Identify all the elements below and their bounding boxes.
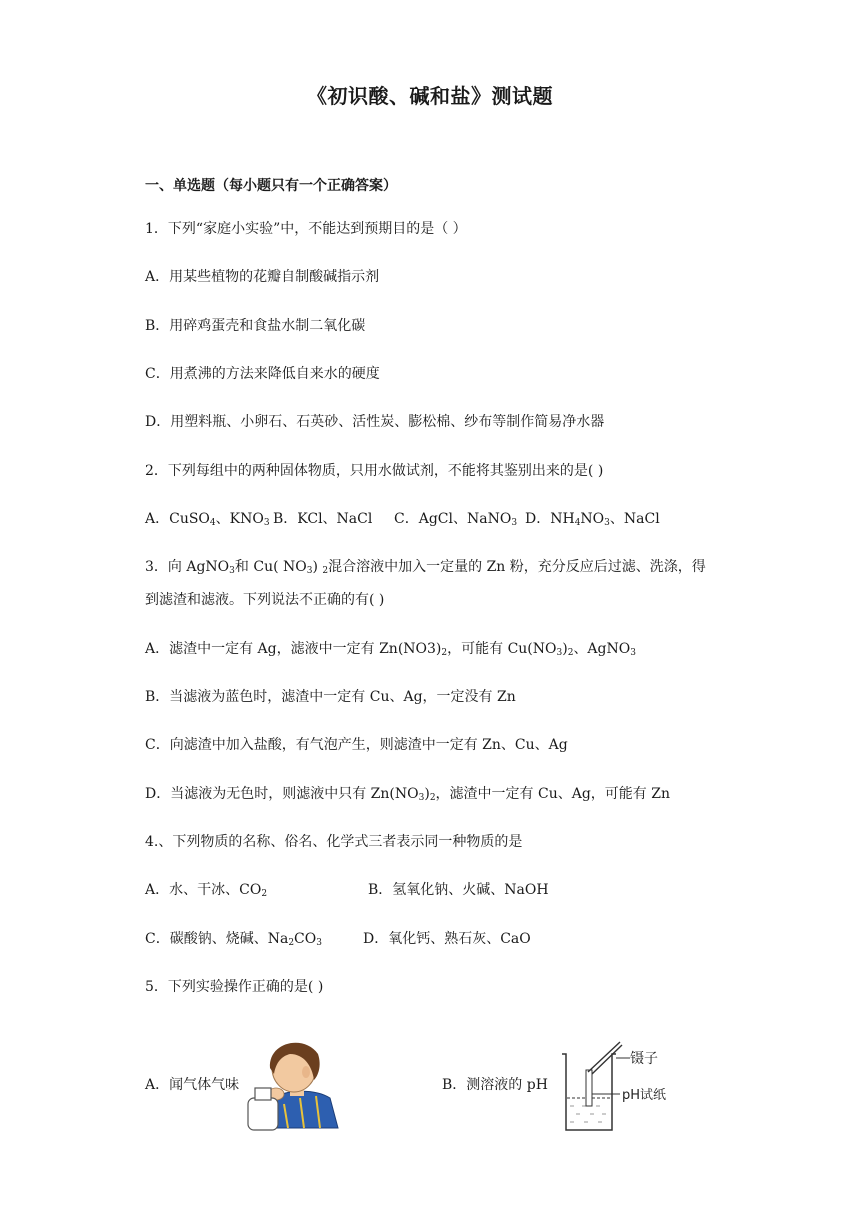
q3-option-b: B．当滤液为蓝色时，滤渣中一定有 Cu、Ag，一定没有 Zn <box>145 689 516 705</box>
q3-stem-line2: 到滤渣和滤液。下列说法不正确的有( ) <box>145 592 385 608</box>
q1-option-d: D．用塑料瓶、小卵石、石英砂、活性炭、膨松棉、纱布等制作简易净水器 <box>145 414 605 430</box>
q3-option-d: D．当滤液为无色时，则滤液中只有 $Zn(NO_3)_2$，滤渣中一定有 Cu、Ag，可能有 Zn <box>145 786 670 803</box>
q5-option-a: A．闻气体气味 <box>145 1077 240 1093</box>
q2-option-c: C．AgCl、NaNO$_3$ <box>394 511 518 528</box>
q1-option-a: A．用某些植物的花瓣自制酸碱指示剂 <box>145 269 380 285</box>
tweezers-label: 镊子 <box>630 1051 658 1067</box>
q4-stem: 4.、下列物质的名称、俗名、化学式三者表示同一种物质的是 <box>145 834 523 850</box>
q4-option-d: D．氧化钙、熟石灰、CaO <box>363 931 531 947</box>
page-title: 《初识酸、碱和盐》测试题 <box>307 84 553 108</box>
q3-option-a: A．滤渣中一定有 Ag，滤液中一定有 $Zn(NO3)_2$，可能有 $Cu(NO_3)_2$、AgNO$_3$ <box>145 641 636 658</box>
q2-option-a: A．CuSO$_4$、$KNO_3$ <box>145 511 270 528</box>
q4-option-a: A．水、干冰、$CO_2$ <box>145 882 268 899</box>
q2-option-d: D．$NH_4NO_3$、NaCl <box>525 511 660 528</box>
ph-test-illustration <box>556 1040 696 1138</box>
q4-option-c: C．碳酸钠、烧碱、$Na_2CO_3$ <box>145 931 322 948</box>
q1-option-b: B．用碎鸡蛋壳和食盐水制二氧化碳 <box>145 318 366 334</box>
q4-option-b: B．氢氧化钠、火碱、NaOH <box>368 882 549 898</box>
q3-option-c: C．向滤渣中加入盐酸，有气泡产生，则滤渣中一定有 Zn、Cu、Ag <box>145 737 568 753</box>
q2-option-b: B．KCl、NaCl <box>273 511 373 527</box>
q5-option-b: B．测溶液的 pH <box>442 1077 548 1093</box>
q1-stem: 1．下列“家庭小实验”中，不能达到预期目的是（ ） <box>145 221 467 237</box>
q3-stem-line1: 3．向 AgNO$_3$和 Cu( $NO_3$) $_2$混合溶液中加入一定量的 Zn 粉，充分反应后过滤、洗涤，得 <box>145 559 706 576</box>
section-heading: 一、单选题（每小题只有一个正确答案） <box>145 178 397 194</box>
q5-stem: 5．下列实验操作正确的是( ) <box>145 979 324 995</box>
q2-stem: 2．下列每组中的两种固体物质，只用水做试剂，不能将其鉴别出来的是( ) <box>145 463 604 479</box>
q1-option-c: C．用煮沸的方法来降低自来水的硬度 <box>145 366 380 382</box>
smell-gas-illustration <box>244 1032 340 1132</box>
ph-paper-label: pH试纸 <box>622 1088 667 1103</box>
